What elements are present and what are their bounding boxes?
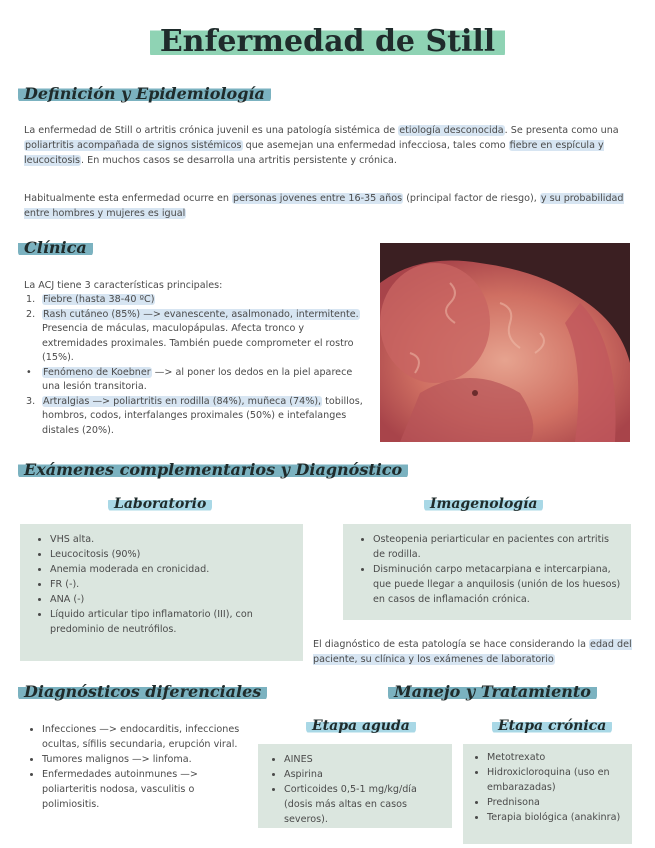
section-heading-manejo: Manejo y Tratamiento xyxy=(388,682,597,701)
laboratorio-box xyxy=(20,524,303,661)
etapa-cronica-box xyxy=(463,744,632,844)
list-item: • Metotrexato xyxy=(487,750,626,765)
list-item: • Anemia moderada en cronicidad. xyxy=(50,562,295,577)
section-heading-examenes: Exámenes complementarios y Diagnóstico xyxy=(18,460,408,479)
list-item: • Leucocitosis (90%) xyxy=(50,547,295,562)
page-title: Enfermedad de Still xyxy=(0,24,655,59)
list-item: 2. Rash cutáneo (85%) —> evanescente, asalmonado, intermitente. Presencia de máculas, maculopápulas. Afecta tronco y extremidades proximales. También puede comprometer el rostro (15%). xyxy=(26,308,359,363)
list-item: • Infecciones —> endocarditis, infecciones ocultas, sífilis secundaria, erupción viral. xyxy=(42,722,254,752)
list-item: • Fenómeno de Koebner —> al poner los dedos en la piel aparece una lesión transitoria. xyxy=(26,366,353,392)
definicion-paragraph-2: Habitualmente esta enfermedad ocurre en personas jovenes entre 16-35 años (principal factor de riesgo), y su probabilidad entre hombres y mujeres es igual xyxy=(24,193,624,219)
section-heading-clinica: Clínica xyxy=(18,238,93,257)
list-item: • VHS alta. xyxy=(50,532,295,547)
subheading-imagenologia: Imagenología xyxy=(424,496,543,512)
section-heading-definicion: Definición y Epidemiología xyxy=(18,84,271,103)
definicion-paragraph-1: La enfermedad de Still o artritis crónica juvenil es una patología sistémica de etiología desconocida. Se presenta como una poliartritis acompañada de signos sistémicos que asemejan una enfermedad infecciosa, tales como fiebre en espícula y leucocitosis. En muchos casos se desarrolla una artritis persistente y crónica. xyxy=(24,125,619,166)
list-item: • Corticoides 0,5-1 mg/kg/día (dosis más altas en casos severos). xyxy=(284,782,444,827)
clinica-list xyxy=(26,293,364,438)
clinica-intro: La ACJ tiene 3 características principales: xyxy=(24,280,223,291)
list-item: • Líquido articular tipo inflamatorio (III), con predominio de neutrófilos. xyxy=(50,607,295,637)
list-item: • Enfermedades autoinmunes —> poliarteritis nodosa, vasculitis o polimiositis. xyxy=(42,767,254,812)
diferenciales-list xyxy=(24,722,254,812)
imagenologia-box xyxy=(343,524,631,620)
list-item: • Hidroxicloroquina (uso en embarazadas) xyxy=(487,765,626,795)
list-item: • Terapia biológica (anakinra) xyxy=(487,810,626,825)
list-item: 1. Fiebre (hasta 38-40 ºC) xyxy=(26,294,155,305)
list-item: • Prednisona xyxy=(487,795,626,810)
list-item: • Tumores malignos —> linfoma. xyxy=(42,752,254,767)
list-item: 3. Artralgias —> poliartritis en rodilla (84%), muñeca (74%), tobillos, hombros, codos, interfalanges proximales (50%) e intefalanges distales (20%). xyxy=(26,395,363,436)
diagnostico-paragraph: El diagnóstico de esta patología se hace considerando la edad del paciente, su clínica y los exámenes de laboratorio xyxy=(313,639,632,665)
list-item: • Aspirina xyxy=(284,767,444,782)
subheading-etapa-aguda: Etapa aguda xyxy=(306,718,416,734)
etapa-aguda-box xyxy=(258,744,452,828)
list-item: • AINES xyxy=(284,752,444,767)
subheading-laboratorio: Laboratorio xyxy=(108,496,212,512)
list-item: • Disminución carpo metacarpiana e intercarpiana, que puede llegar a anquilosis (unión de los huesos) en casos de inflamación crónica. xyxy=(373,562,621,607)
list-item: • FR (-). xyxy=(50,577,295,592)
rash-photo xyxy=(380,243,630,442)
list-item: • Osteopenia periarticular en pacientes con artritis de rodilla. xyxy=(373,532,621,562)
subheading-etapa-cronica: Etapa crónica xyxy=(492,718,612,734)
list-item: • ANA (-) xyxy=(50,592,295,607)
section-heading-diferenciales: Diagnósticos diferenciales xyxy=(18,682,267,701)
